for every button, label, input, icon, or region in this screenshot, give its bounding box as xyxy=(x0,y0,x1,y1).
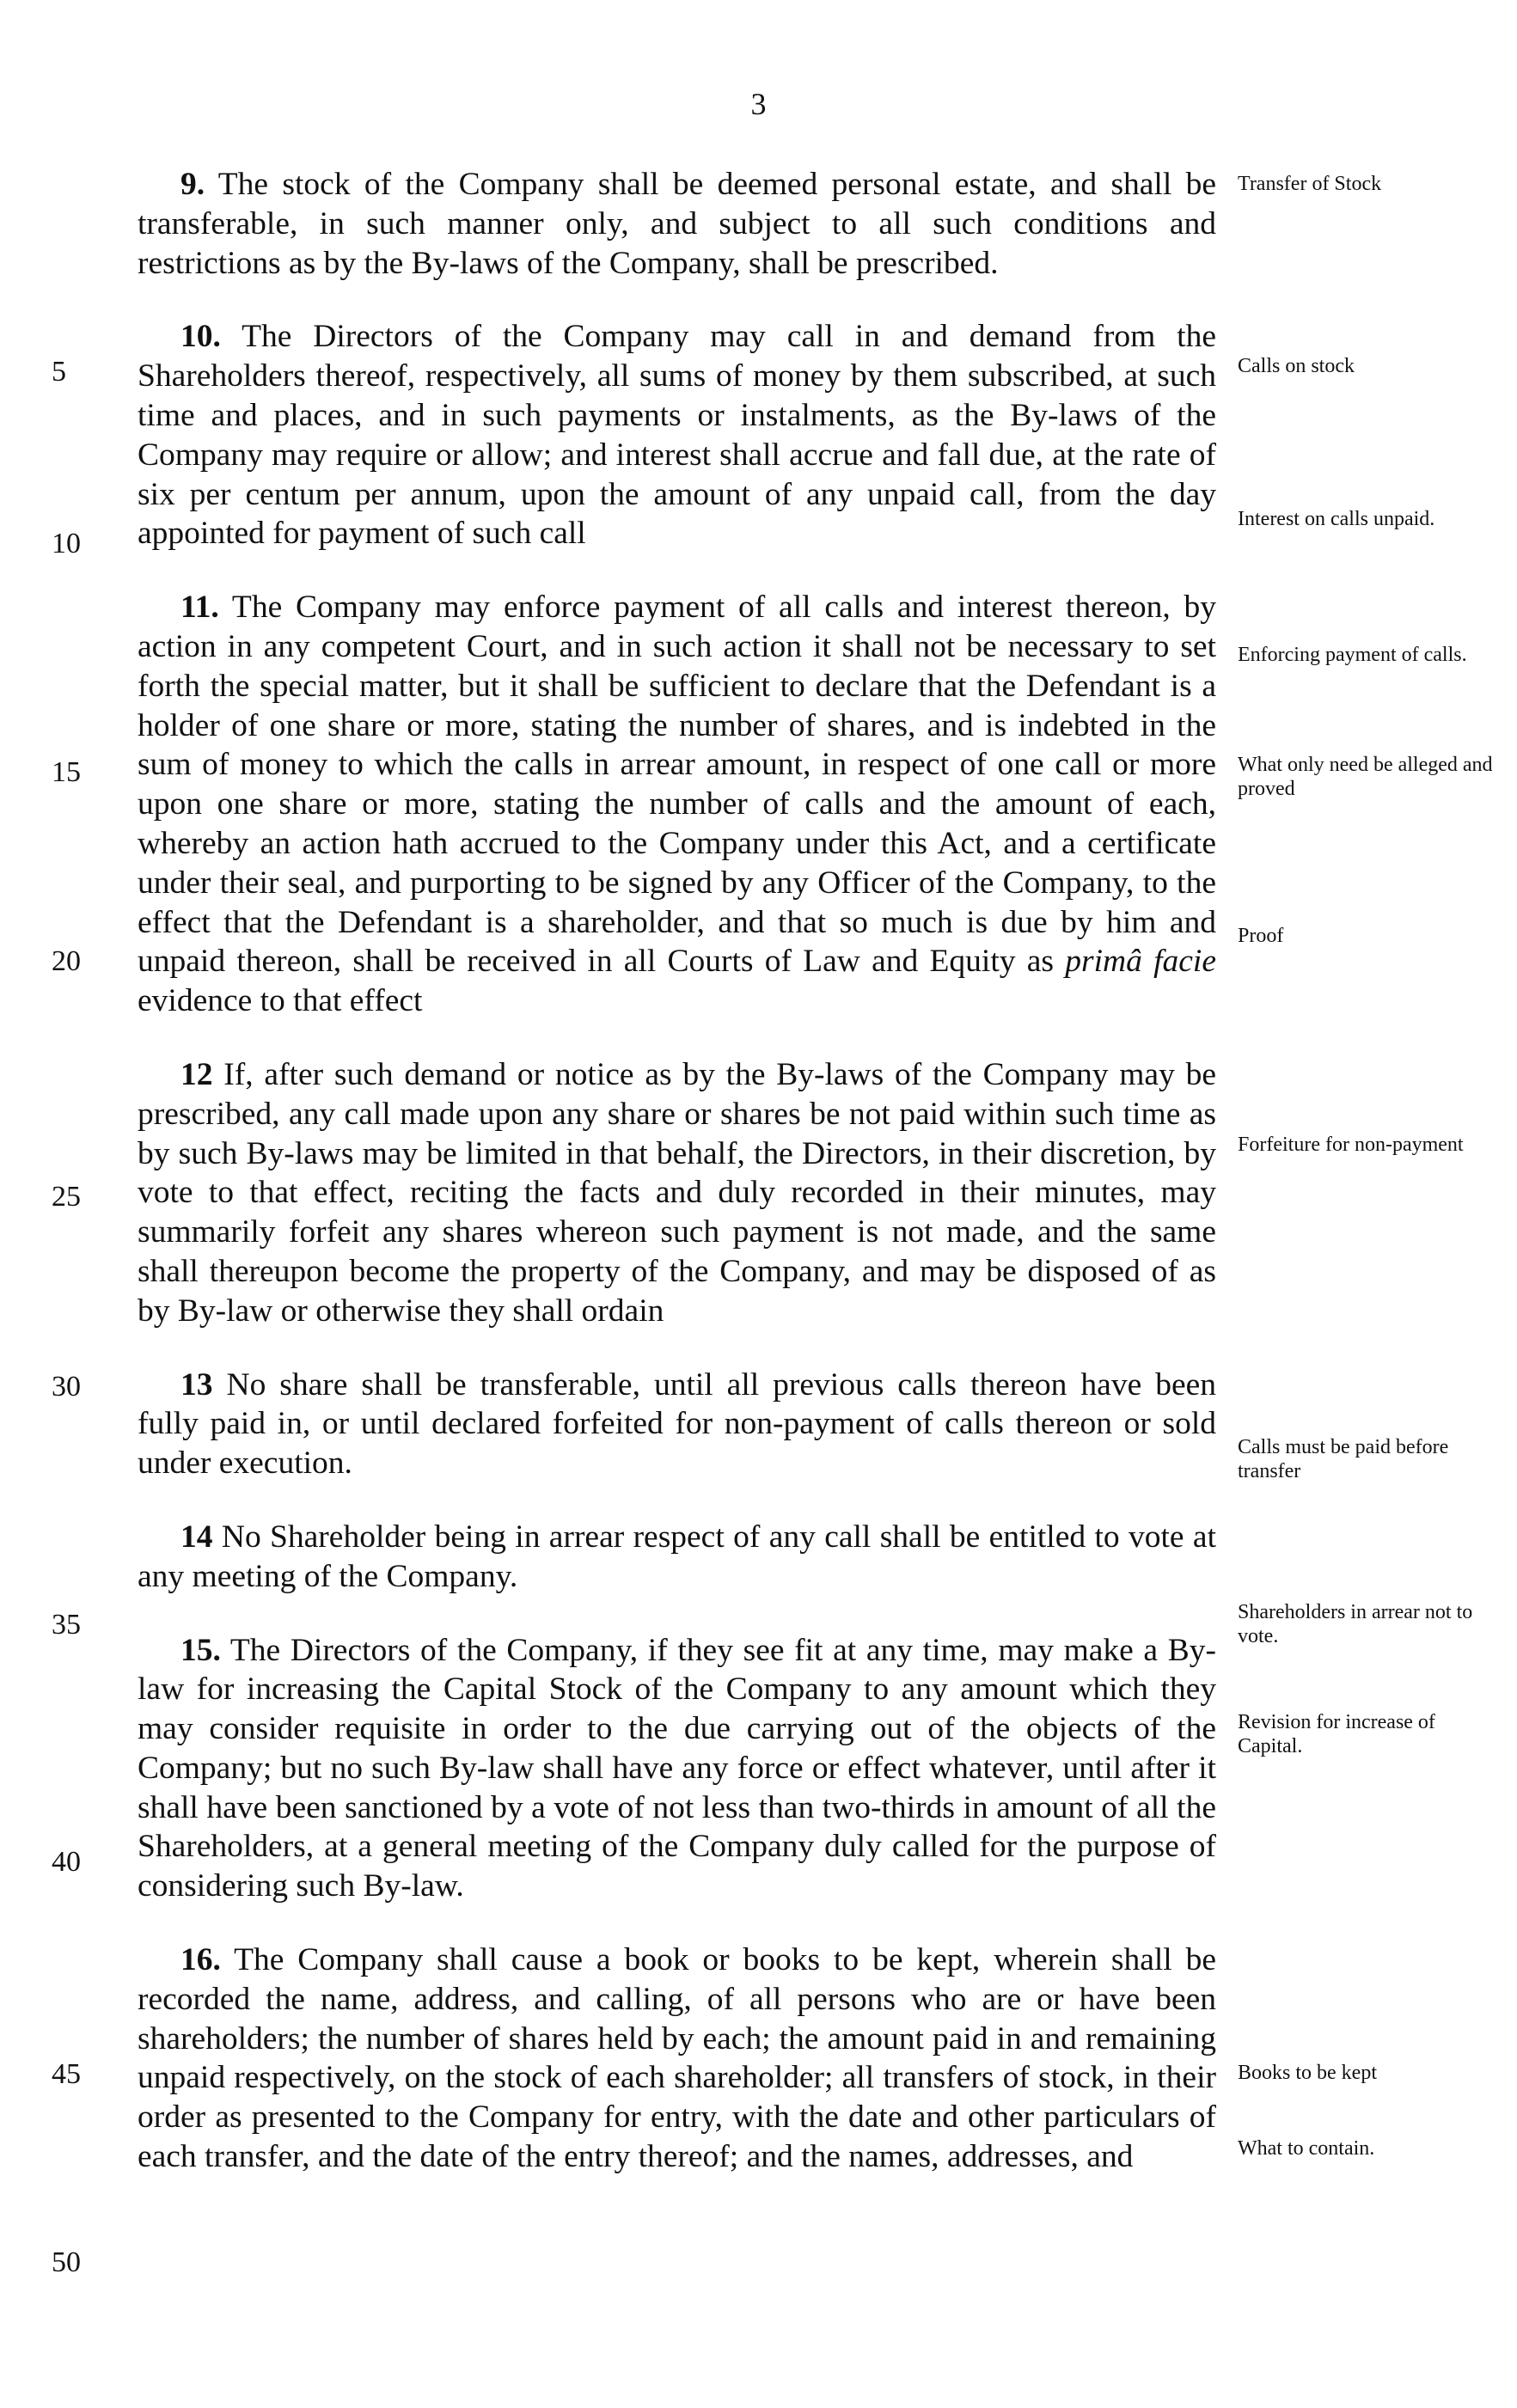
section-text: The Company may enforce payment of all calls and interest thereon, by action in any competent Court, and in such action it shall not be necessary to set forth the special matter, but it shall be sufficient to declare that the Defendant is a holder of one share or more, stating the number of shares, and is indebted in the sum of money to which the calls in arrear amount, in respect of one call or more upon one share or more, stating the number of calls and the amount of each, whereby an action hath accrued to the Company under this Act, and a certificate under their seal, and purporting to be signed by any Officer of the Company, to the effect that the Defendant is a shareholder, and that so much is due by him and unpaid thereon, shall be received in all Courts of Law and Equity as xyxy=(138,590,1216,980)
section-10 xyxy=(138,317,1216,553)
section-12 xyxy=(138,1055,1216,1331)
margin-note: What only need be alleged and proved xyxy=(1238,754,1493,800)
section-text: No Shareholder being in arrear respect of any call shall be entitled to vote at any meeting of the Company. xyxy=(138,1519,1216,1594)
line-number: 15 xyxy=(52,756,81,788)
italic-phrase: primâ facie xyxy=(1065,944,1216,980)
section-text-end: evidence to that effect xyxy=(138,983,423,1019)
section-number: 14 xyxy=(180,1519,213,1555)
line-number: 20 xyxy=(52,945,81,977)
section-15 xyxy=(138,1631,1216,1907)
line-number: 10 xyxy=(52,528,81,559)
page-number: 3 xyxy=(750,87,767,121)
line-number: 25 xyxy=(52,1181,81,1213)
margin-note: Interest on calls unpaid. xyxy=(1238,508,1435,530)
line-number: 30 xyxy=(52,1371,81,1403)
section-number: 11. xyxy=(180,590,219,626)
section-14 xyxy=(138,1518,1216,1597)
line-number: 45 xyxy=(52,2058,81,2090)
section-text: The Directors of the Company, if they see fit at any time, may make a By-law for increasing the Capital Stock of the Company to any amount which they may consider requisite in order to the due carrying out of the objects of the Company; but no such By-law shall have any force or effect whatever, until after it shall have been sanctioned by a vote of not less than two-thirds in amount of all the Shareholders, at a general meeting of the Company duly called for the purpose of considering such By-law. xyxy=(138,1632,1216,1904)
line-number: 5 xyxy=(52,356,66,388)
section-9 xyxy=(138,165,1216,283)
section-text: The stock of the Company shall be deemed personal estate, and shall be transferable, in such manner only, and subject to all such conditions and restrictions as by the By-laws of the Company, shall be prescribed. xyxy=(138,167,1216,281)
section-13 xyxy=(138,1366,1216,1483)
margin-note: Shareholders in arrear not to vote. xyxy=(1238,1601,1473,1647)
line-number: 50 xyxy=(52,2246,81,2278)
section-text: No share shall be transferable, until all previous calls thereon have been fully paid in, or until declared forfeited for non-payment of calls thereon or sold under execution. xyxy=(138,1366,1216,1482)
section-text: The Directors of the Company may call in and demand from the Shareholders thereof, respectively, all sums of money by them subscribed, at such time and places, and in such payments or instalments, as the By-laws of the Company may require or allow; and interest shall accrue and fall due, at the rate of six per centum per annum, upon the amount of any unpaid call, from the day appointed for payment of such call xyxy=(138,319,1216,552)
margin-note: Transfer of Stock xyxy=(1238,173,1382,195)
line-number: 35 xyxy=(52,1609,81,1641)
margin-note: Calls must be paid before transfer xyxy=(1238,1436,1449,1482)
section-number: 9. xyxy=(180,167,205,202)
margin-note: Revision for increase of Capital. xyxy=(1238,1711,1435,1757)
section-number: 12 xyxy=(180,1056,213,1092)
section-text: If, after such demand or notice as by the By-laws of the Company may be prescribed, any call made upon any share or shares be not paid within such time as by such By-laws may be limited in that behalf, the Directors, in their discretion, by vote to that effect, reciting the facts and duly recorded in their minutes, may summarily forfeit any shares whereon such payment is not made, and the same shall thereupon become the property of the Company, and may be disposed of as by By-law or otherwise they shall ordain xyxy=(138,1056,1216,1329)
margin-note: Proof xyxy=(1238,925,1284,947)
body-text xyxy=(138,165,1216,2211)
margin-note: Books to be kept xyxy=(1238,2062,1377,2084)
margin-note: Forfeiture for non-payment xyxy=(1238,1134,1464,1156)
section-number: 10. xyxy=(180,319,221,355)
section-number: 15. xyxy=(180,1632,221,1668)
margin-note: Calls on stock xyxy=(1238,355,1355,377)
section-number: 16. xyxy=(180,1942,221,1978)
section-text: The Company shall cause a book or books to be kept, wherein shall be recorded the name, address, and calling, of all persons who are or have been shareholders; the number of shares held by each; the amount paid in and remaining unpaid respectively, on the stock of each shareholder; all transfers of stock, in their order as presented to the Company for entry, with the date and other particulars of each transfer, and the date of the entry thereof; and the names, addresses, and xyxy=(138,1942,1216,2175)
margin-note: Enforcing payment of calls. xyxy=(1238,644,1467,666)
margin-note: What to contain. xyxy=(1238,2137,1375,2160)
line-number: 40 xyxy=(52,1846,81,1878)
section-number: 13 xyxy=(180,1366,213,1403)
section-16 xyxy=(138,1940,1216,2177)
section-11 xyxy=(138,588,1216,1021)
